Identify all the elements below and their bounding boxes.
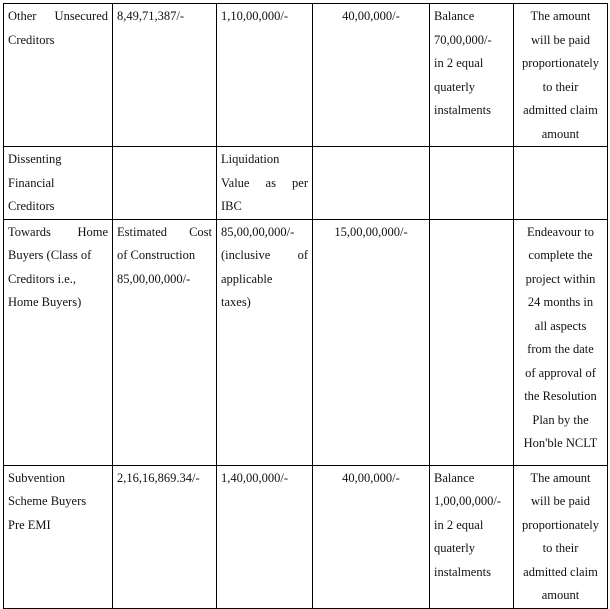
balance-payment-cell xyxy=(430,465,514,608)
cell-line: The amount xyxy=(530,470,591,485)
cell-line: the Resolution xyxy=(524,389,597,403)
balance-payment-cell xyxy=(430,147,514,220)
cell-line: Estimated Cost xyxy=(117,224,212,239)
cell-line: Creditors xyxy=(8,199,55,213)
cell-line: Towards Home xyxy=(8,224,108,239)
remarks-cell xyxy=(514,147,608,220)
cell-line: IBC xyxy=(221,199,242,213)
cell-line: 85,00,00,000/- xyxy=(117,271,191,286)
cell-line: 1,00,00,000/- xyxy=(434,494,502,508)
cell-line: project within xyxy=(525,271,596,286)
cell-line: in 2 equal xyxy=(434,517,484,532)
table-row xyxy=(4,147,608,220)
creditor-category-cell xyxy=(4,147,113,220)
balance-payment-cell xyxy=(430,4,514,147)
remarks-cell xyxy=(514,4,608,147)
cell-line: proportionately xyxy=(521,56,600,70)
cell-line: The amount xyxy=(530,9,591,23)
cell-line: Pre EMI xyxy=(8,517,51,532)
cell-line: Balance xyxy=(434,9,475,23)
claims-table xyxy=(3,3,608,609)
admitted-claim-cell xyxy=(113,147,217,220)
cell-line: to their xyxy=(542,541,579,555)
admitted-claim-cell xyxy=(113,219,217,465)
cell-line: quaterly xyxy=(434,541,475,555)
upfront-payment-cell xyxy=(313,4,430,147)
cell-line: Subvention xyxy=(8,470,65,485)
cell-line: amount xyxy=(541,588,580,602)
proposed-amount-cell xyxy=(217,465,313,608)
remarks-cell xyxy=(514,465,608,608)
admitted-claim-cell xyxy=(113,465,217,608)
cell-line: Dissenting xyxy=(8,152,62,166)
cell-line: 8,49,71,387/- xyxy=(117,9,185,23)
cell-line: proportionately xyxy=(521,517,600,532)
cell-line: applicable xyxy=(221,271,273,286)
upfront-payment-cell xyxy=(313,465,430,608)
cell-line: Financial xyxy=(8,175,55,190)
cell-line: Creditors i.e., xyxy=(8,271,77,286)
cell-line: of Construction xyxy=(117,248,196,262)
cell-line: complete the xyxy=(528,248,593,262)
cell-line: 40,00,000/- xyxy=(342,470,400,485)
cell-line: in 2 equal xyxy=(434,56,484,70)
cell-line: (inclusive of xyxy=(221,248,308,262)
cell-line: quaterly xyxy=(434,79,475,94)
cell-line: amount xyxy=(541,126,580,141)
upfront-payment-cell xyxy=(313,147,430,220)
creditor-category-cell xyxy=(4,4,113,147)
cell-line: all aspects xyxy=(534,318,587,333)
admitted-claim-cell xyxy=(113,4,217,147)
cell-line: admitted claim xyxy=(523,564,598,579)
cell-line: will be paid xyxy=(530,494,590,508)
cell-line: 40,00,000/- xyxy=(342,9,400,23)
cell-line: Value as per xyxy=(221,175,308,190)
cell-line: 70,00,000/- xyxy=(434,32,492,47)
cell-line: 1,40,00,000/- xyxy=(221,470,289,485)
cell-line: 1,10,00,000/- xyxy=(221,9,289,23)
balance-payment-cell xyxy=(430,219,514,465)
cell-line: 85,00,00,000/- xyxy=(221,224,295,239)
cell-line: Endeavour to xyxy=(527,224,594,239)
cell-line: 24 months in xyxy=(527,295,594,309)
cell-line: will be paid xyxy=(530,32,590,47)
cell-line: Other Unsecured xyxy=(8,9,108,23)
cell-line: instalments xyxy=(434,564,491,579)
creditor-category-cell xyxy=(4,465,113,608)
table-row xyxy=(4,219,608,465)
cell-line: 2,16,16,869.34/- xyxy=(117,470,200,485)
proposed-amount-cell xyxy=(217,219,313,465)
cell-line: 15,00,00,000/- xyxy=(334,224,408,239)
table-row xyxy=(4,4,608,147)
cell-line: Balance xyxy=(434,470,475,485)
cell-line: Buyers (Class of xyxy=(8,248,92,262)
proposed-amount-cell xyxy=(217,4,313,147)
cell-line: Hon'ble NCLT xyxy=(523,436,598,450)
remarks-cell xyxy=(514,219,608,465)
cell-line: Scheme Buyers xyxy=(8,494,87,508)
cell-line: from the date xyxy=(527,342,594,356)
proposed-amount-cell xyxy=(217,147,313,220)
cell-line: taxes) xyxy=(221,295,251,309)
cell-line: Home Buyers) xyxy=(8,295,82,309)
cell-line: instalments xyxy=(434,103,491,117)
creditor-category-cell xyxy=(4,219,113,465)
cell-line: Creditors xyxy=(8,32,55,47)
table-row xyxy=(4,465,608,608)
cell-line: Liquidation xyxy=(221,152,280,166)
cell-line: Plan by the xyxy=(532,412,589,427)
upfront-payment-cell xyxy=(313,219,430,465)
cell-line: of approval of xyxy=(525,365,596,380)
cell-line: to their xyxy=(542,79,579,94)
cell-line: admitted claim xyxy=(523,103,598,117)
